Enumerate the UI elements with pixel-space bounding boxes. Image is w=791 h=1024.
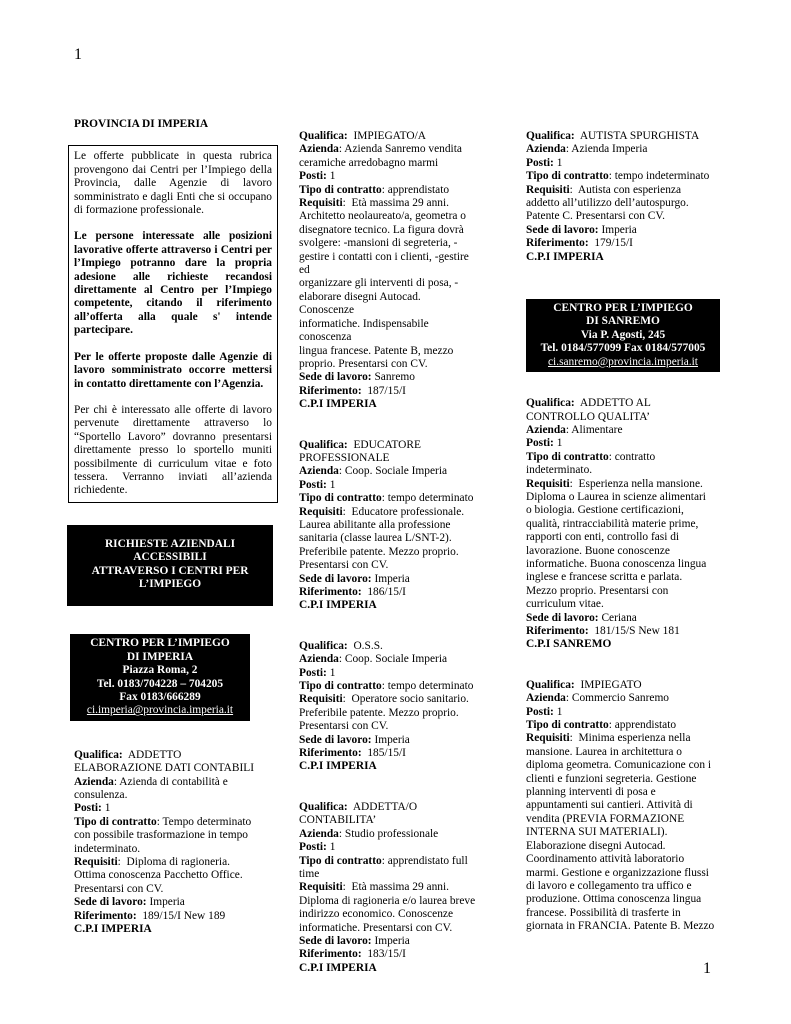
qualifica-label: Qualifica: xyxy=(299,438,348,451)
azienda-label: Azienda xyxy=(299,143,339,156)
posti-line xyxy=(299,479,477,492)
requisiti-value: Presentarsi con CV. xyxy=(299,559,389,572)
requisiti-value: vendita (PREVIA FORMAZIONE xyxy=(526,812,685,825)
contratto-label: Tipo di contratto xyxy=(526,170,609,183)
contratto-value: contratto xyxy=(614,450,656,463)
requisiti-value: disegnatore tecnico. La figura dovrà xyxy=(299,223,464,236)
riferimento-label: Riferimento: xyxy=(299,747,362,760)
contratto-label: Tipo di contratto xyxy=(299,183,382,196)
qualifica-value: IMPIEGATO xyxy=(580,678,642,691)
cpi-label: C.P.I IMPERIA xyxy=(526,250,604,263)
requisiti-label: Requisiti xyxy=(299,197,343,210)
qualifica-line xyxy=(526,397,720,410)
posti-value: 1 xyxy=(329,170,336,183)
contratto-value: tempo determinato xyxy=(387,680,474,693)
contratto-line: Tipo di contratto: apprendistato full xyxy=(299,854,468,867)
qualifica-value: EDUCATORE xyxy=(353,438,421,451)
requisiti-line: Requisiti: Età massima 29 anni. xyxy=(299,197,449,210)
requisiti-value: Esperienza nella mansione. xyxy=(578,477,703,490)
qualifica-label: Qualifica: xyxy=(526,130,575,142)
requisiti-value: Elaborazione disegni Autocad. xyxy=(526,839,666,852)
requisiti-label: Requisiti xyxy=(526,183,570,196)
requisiti-value: Laurea abilitante alla professione xyxy=(299,518,451,531)
azienda-value: Alimentare xyxy=(571,423,623,436)
qualifica-line xyxy=(299,130,477,143)
contratto-value: apprendistato full xyxy=(387,854,468,867)
sede-label: Sede di lavoro: xyxy=(299,733,372,746)
azienda-value: Coop. Sociale Imperia xyxy=(344,465,448,478)
azienda-label: Azienda xyxy=(299,653,339,666)
requisiti-value: Diploma di ragioneria e/o laurea breve xyxy=(299,894,476,907)
riferimento-label: Riferimento: xyxy=(526,625,589,637)
sede-label: Sede di lavoro: xyxy=(74,896,147,909)
requisiti-value: Operatore socio sanitario. xyxy=(351,693,469,706)
cpi-label: C.P.I IMPERIA xyxy=(299,760,377,773)
sede-label: Sede di lavoro: xyxy=(299,371,372,384)
qualifica-value: O.S.S. xyxy=(353,639,383,652)
contratto-label: Tipo di contratto xyxy=(299,680,382,693)
requisiti-value: proprio. Presentarsi con CV. xyxy=(299,357,428,370)
qualifica-label: Qualifica: xyxy=(299,130,348,142)
azienda-value: Azienda Imperia xyxy=(571,143,648,156)
contratto-value: indeterminato. xyxy=(526,464,593,477)
requisiti-value: indirizzo economico. Conoscenze xyxy=(299,908,454,921)
posti-label: Posti: xyxy=(74,802,102,815)
posti-value: 1 xyxy=(556,705,563,718)
requisiti-value: o biologia. Gestione certificazioni, xyxy=(526,504,684,517)
requisiti-value: mansione. Laurea in architettura o xyxy=(526,745,682,758)
qualifica-label: Qualifica: xyxy=(74,748,123,761)
contratto-value: indeterminato. xyxy=(74,842,141,855)
posti-line xyxy=(526,437,720,450)
requisiti-value: lavorazione. Buone conoscenze xyxy=(526,544,670,557)
requisiti-value: Età massima 29 anni. xyxy=(351,881,449,894)
requisiti-value: diploma geometra. Comunicazione con i xyxy=(526,759,712,772)
sede-value: Imperia xyxy=(149,896,185,909)
requisiti-value: Ottima conoscenza Pacchetto Office. xyxy=(74,869,243,882)
azienda-label: Azienda xyxy=(299,465,339,478)
info-paragraph-1: Le offerte pubblicate in questa rubrica provengono dai Centri per l’Impiego della Provincia, dalle Agenzie di lavoro somministrato e dagli Enti che si occupano di formazione professionale. xyxy=(74,150,272,217)
requisiti-value: informatiche. Presentarsi con CV. xyxy=(299,921,453,934)
sede-line xyxy=(299,935,477,948)
qualifica-line xyxy=(526,130,720,143)
riferimento-line xyxy=(299,747,477,760)
qualifica-value: ADDETTO xyxy=(127,748,182,761)
cpi-label: C.P.I IMPERIA xyxy=(74,923,152,936)
sede-line xyxy=(74,896,272,909)
qualifica-value: PROFESSIONALE xyxy=(299,451,390,464)
requisiti-value: francese. Possibilità di trasferte in xyxy=(526,906,681,919)
posti-line xyxy=(299,667,477,680)
azienda-value: Studio professionale xyxy=(344,827,439,840)
azienda-label: Azienda xyxy=(526,423,566,436)
riferimento-label: Riferimento: xyxy=(74,909,137,922)
sede-value: Sanremo xyxy=(374,371,415,384)
requisiti-value: informatiche. Buona conoscenza lingua xyxy=(526,557,707,570)
offer xyxy=(299,130,477,412)
riferimento-label: Riferimento: xyxy=(299,948,362,961)
azienda-value: Coop. Sociale Imperia xyxy=(344,653,448,666)
posti-label: Posti: xyxy=(299,478,327,491)
contratto-line: Tipo di contratto: Tempo determinato xyxy=(74,815,252,828)
contratto-value: apprendistato xyxy=(387,183,450,196)
requisiti-value: Mezzo proprio. Presentarsi con xyxy=(526,584,669,597)
riferimento-label: Riferimento: xyxy=(299,384,362,397)
sede-value: Imperia xyxy=(374,934,410,947)
sede-label: Sede di lavoro: xyxy=(299,572,372,585)
center-imperia-box: CENTRO PER L’IMPIEGO DI IMPERIA Piazza Roma, 2 Tel. 0183/704228 – 704205 Fax 0183/666289 ci.imperia@provincia.imperia.it xyxy=(70,634,250,720)
qualifica-line xyxy=(299,640,477,653)
sede-label: Sede di lavoro: xyxy=(526,611,599,624)
requisiti-value: Coordinamento attività laboratorio xyxy=(526,853,685,866)
sede-label: Sede di lavoro: xyxy=(299,934,372,947)
posti-value: 1 xyxy=(556,437,563,450)
requisiti-value: organizzare gli interventi di posa, - xyxy=(299,277,459,290)
azienda-line: Azienda: Commercio Sanremo xyxy=(526,692,670,705)
contratto-label: Tipo di contratto xyxy=(299,854,382,867)
requisiti-value: Minima esperienza nella xyxy=(578,732,691,745)
province-title: PROVINCIA DI IMPERIA xyxy=(74,118,209,130)
requisiti-value: di lavoro e collegamento tra uffico e xyxy=(526,879,692,892)
azienda-line: Azienda: Azienda Imperia xyxy=(526,143,648,156)
requisiti-value: giornata in FRANCIA. Patente B. Mezzo xyxy=(526,920,715,933)
page-number-top: 1 xyxy=(74,46,82,63)
contratto-label: Tipo di contratto xyxy=(74,815,157,828)
posti-label: Posti: xyxy=(299,841,327,854)
sede-value: Ceriana xyxy=(601,611,637,624)
azienda-value: Azienda Sanremo vendita xyxy=(344,143,462,156)
azienda-value: ceramiche arredobagno marmi xyxy=(299,156,439,169)
posti-value: 1 xyxy=(104,802,111,815)
offer xyxy=(299,801,477,975)
requisiti-value: inglese e francese scritta e parlata. xyxy=(526,571,683,584)
qualifica-label: Qualifica: xyxy=(299,639,348,652)
requisiti-value: curriculum vitae. xyxy=(526,598,604,611)
riferimento-label: Riferimento: xyxy=(299,586,362,598)
requisiti-line: Requisiti: Educatore professionale. xyxy=(299,505,465,518)
qualifica-value: ELABORAZIONE DATI CONTABILI xyxy=(74,762,255,775)
info-paragraph-3: Per le offerte proposte dalle Agenzie di lavoro somministrato occorre mettersi in contatto direttamente con l’Agenzia. xyxy=(74,350,272,390)
requisiti-value: Architetto neolaureato/a, geometra o xyxy=(299,210,466,223)
riferimento-value: 185/15/I xyxy=(367,747,406,760)
posti-line xyxy=(74,802,272,815)
azienda-label: Azienda xyxy=(74,775,114,788)
cpi-label: C.P.I IMPERIA xyxy=(299,599,377,612)
center-sanremo-box: CENTRO PER L’IMPIEGO DI SANREMO Via P. Agosti, 245 Tel. 0184/577099 Fax 0184/577005 ci.sanremo@provincia.imperia.it xyxy=(526,299,720,372)
sede-line xyxy=(299,573,477,586)
qualifica-label: Qualifica: xyxy=(526,678,575,691)
qualifica-line xyxy=(526,679,720,692)
posti-line xyxy=(299,170,477,183)
contratto-value: tempo indeterminato xyxy=(614,170,710,183)
requisiti-label: Requisiti xyxy=(299,693,343,706)
sede-line xyxy=(299,734,477,747)
riferimento-value: 183/15/I xyxy=(367,948,406,961)
requisiti-line: Requisiti: Diploma di ragioneria. xyxy=(74,856,230,869)
contratto-label: Tipo di contratto xyxy=(526,450,609,463)
contratto-label: Tipo di contratto xyxy=(299,492,382,505)
email-link-sanremo[interactable]: ci.sanremo@provincia.imperia.it xyxy=(548,355,698,368)
cpi-label: C.P.I SANREMO xyxy=(526,638,612,651)
riferimento-value: 181/15/S New 181 xyxy=(594,625,680,637)
azienda-value: Azienda di contabilità e xyxy=(119,775,228,788)
qualifica-value: ADDETTA/O xyxy=(352,800,418,813)
requisiti-line: Requisiti: Operatore socio sanitario. xyxy=(299,693,469,706)
requisiti-value: clienti e funzioni segreteria. Gestione xyxy=(526,772,697,785)
requisiti-value: informatiche. Indispensabile conoscenza xyxy=(299,317,429,344)
azienda-label: Azienda xyxy=(526,692,566,705)
qualifica-label: Qualifica: xyxy=(299,800,348,813)
qualifica-value: AUTISTA SPURGHISTA xyxy=(579,130,700,142)
contratto-line: Tipo di contratto: apprendistato xyxy=(299,183,450,196)
azienda-label: Azienda xyxy=(299,827,339,840)
contratto-label: Tipo di contratto xyxy=(526,719,609,732)
qualifica-value: CONTABILITA’ xyxy=(299,814,377,827)
qualifica-line xyxy=(74,749,272,762)
contratto-line: Tipo di contratto: tempo determinato xyxy=(299,492,474,505)
azienda-line: Azienda: Alimentare xyxy=(526,423,623,436)
requisiti-value: Patente C. Presentarsi con CV. xyxy=(526,210,665,223)
column-3 xyxy=(526,130,720,934)
sede-value: Imperia xyxy=(601,223,637,236)
qualifica-label: Qualifica: xyxy=(526,397,575,410)
requisiti-value: Presentarsi con CV. xyxy=(74,882,164,895)
requisiti-value: appuntamenti sui cantieri. Attività di xyxy=(526,799,693,812)
posti-label: Posti: xyxy=(526,156,554,169)
requisiti-value: Educatore professionale. xyxy=(351,505,465,518)
email-link-imperia[interactable]: ci.imperia@provincia.imperia.it xyxy=(86,704,234,717)
requisiti-label: Requisiti xyxy=(74,856,118,869)
column-1 xyxy=(74,118,272,937)
posti-value: 1 xyxy=(329,666,336,679)
contratto-value: Tempo determinato xyxy=(162,815,252,828)
page-number-bottom: 1 xyxy=(703,960,711,977)
info-box xyxy=(68,145,278,502)
requisiti-value: Diploma di ragioneria. xyxy=(126,856,230,869)
requisiti-value: rapporti con enti, controllo fasi di xyxy=(526,531,680,544)
posti-label: Posti: xyxy=(299,170,327,183)
riferimento-value: 179/15/I xyxy=(594,237,633,250)
contratto-line: Tipo di contratto: tempo indeterminato xyxy=(526,170,710,183)
sede-line xyxy=(526,612,720,625)
requisiti-value: Presentarsi con CV. xyxy=(299,720,389,733)
offer xyxy=(74,749,272,937)
requisiti-value: addetto all’utilizzo dell’autospurgo. xyxy=(526,197,689,210)
riferimento-label: Riferimento: xyxy=(526,237,589,250)
qualifica-value: ADDETTO AL xyxy=(579,397,651,410)
azienda-line: Azienda: Azienda Sanremo vendita xyxy=(299,143,462,156)
posti-value: 1 xyxy=(329,478,336,491)
qualifica-value: CONTROLLO QUALITA’ xyxy=(526,410,651,423)
azienda-label: Azienda xyxy=(526,143,566,156)
contratto-line: Tipo di contratto: apprendistato xyxy=(526,719,677,732)
riferimento-line xyxy=(299,586,477,599)
cpi-label: C.P.I IMPERIA xyxy=(299,398,377,411)
contratto-line: Tipo di contratto: contratto xyxy=(526,450,656,463)
requisiti-value: Età massima 29 anni. xyxy=(351,197,449,210)
riferimento-line xyxy=(526,237,720,250)
requisiti-value: svolgere: -mansioni di segreteria, - xyxy=(299,237,458,250)
azienda-value: consulenza. xyxy=(74,789,128,802)
contratto-line: Tipo di contratto: tempo determinato xyxy=(299,680,474,693)
offer xyxy=(526,130,720,264)
requisiti-value: Autista con esperienza xyxy=(577,183,682,196)
azienda-value: Commercio Sanremo xyxy=(571,692,670,705)
requisiti-value: produzione. Ottima conoscenza lingua xyxy=(526,893,702,906)
requisiti-label: Requisiti xyxy=(526,732,570,745)
requisiti-value: Preferibile patente. Mezzo proprio. xyxy=(299,545,459,558)
requisiti-value: qualità, rintracciabilità materie prime, xyxy=(526,517,699,530)
requisiti-value: Preferibile patente. Mezzo proprio. xyxy=(299,706,459,719)
contratto-value: time xyxy=(299,867,320,880)
requisiti-label: Requisiti xyxy=(526,477,570,490)
offer xyxy=(526,679,720,934)
posti-value: 1 xyxy=(329,841,336,854)
posti-line xyxy=(526,706,720,719)
column-2 xyxy=(299,130,477,975)
sede-value: Imperia xyxy=(374,572,410,585)
azienda-line: Azienda: Coop. Sociale Imperia xyxy=(299,653,448,666)
posti-line xyxy=(526,157,720,170)
posti-label: Posti: xyxy=(299,666,327,679)
posti-label: Posti: xyxy=(526,705,554,718)
requisiti-value: lingua francese. Patente B, mezzo xyxy=(299,344,454,357)
qualifica-value: IMPIEGATO/A xyxy=(353,130,427,142)
requisiti-line: Requisiti: Esperienza nella mansione. xyxy=(526,477,703,490)
cpi-label: C.P.I IMPERIA xyxy=(299,961,377,974)
riferimento-line xyxy=(299,385,477,398)
offer xyxy=(299,439,477,613)
requisiti-value: INTERNA SUI MATERIALI). xyxy=(526,826,668,839)
requisiti-value: sanitaria (classe laurea L/SNT-2). xyxy=(299,532,452,545)
posti-label: Posti: xyxy=(526,437,554,450)
riferimento-value: 189/15/I New 189 xyxy=(142,909,226,922)
riferimento-value: 186/15/I xyxy=(367,586,406,598)
posti-value: 1 xyxy=(556,156,563,169)
contratto-value: con possibile trasformazione in tempo xyxy=(74,829,248,842)
requisiti-value: marmi. Gestione e organizzazione flussi xyxy=(526,866,709,879)
requisiti-value: gestire i contatti con i clienti, -gestire ed xyxy=(299,250,469,277)
requests-banner: RICHIESTE AZIENDALI ACCESSIBILI ATTRAVERSO I CENTRI PER L’IMPIEGO xyxy=(67,525,273,607)
requisiti-line: Requisiti: Età massima 29 anni. xyxy=(299,881,449,894)
qualifica-line xyxy=(299,801,477,814)
requisiti-line: Requisiti: Autista con esperienza xyxy=(526,183,682,196)
contratto-value: tempo determinato xyxy=(387,492,474,505)
qualifica-line xyxy=(299,439,477,452)
sede-line xyxy=(299,371,477,384)
riferimento-line xyxy=(526,625,720,638)
contratto-value: apprendistato xyxy=(614,719,677,732)
requisiti-value: planning interventi di posa e xyxy=(526,786,656,799)
riferimento-line xyxy=(74,910,272,923)
info-paragraph-2: Le persone interessate alle posizioni lavorative offerte attraverso i Centri per l’Impiego potranno dare la propria adesione alle richieste recandosi direttamente al Centro per l’Impiego competente, citando il riferimento all’offerta alla quale s' intende partecipare. xyxy=(74,230,272,337)
azienda-line: Azienda: Azienda di contabilità e xyxy=(74,775,228,788)
requisiti-value: elaborare disegni Autocad. Conoscenze xyxy=(299,290,421,317)
offer xyxy=(299,640,477,774)
sede-label: Sede di lavoro: xyxy=(526,223,599,236)
requisiti-line: Requisiti: Minima esperienza nella xyxy=(526,732,691,745)
azienda-line: Azienda: Studio professionale xyxy=(299,827,439,840)
offer xyxy=(526,397,720,652)
sede-line xyxy=(526,224,720,237)
requisiti-label: Requisiti xyxy=(299,505,343,518)
posti-line xyxy=(299,841,477,854)
azienda-line: Azienda: Coop. Sociale Imperia xyxy=(299,465,448,478)
sede-value: Imperia xyxy=(374,733,410,746)
info-paragraph-4: Per chi è interessato alle offerte di lavoro pervenute direttamente attraverso lo “Sportello Lavoro” dovranno presentarsi direttamente presso lo sportello muniti possibilmente di curriculum vitae e foto tessera. Verranno inviati all’azienda richiedente. xyxy=(74,403,272,497)
riferimento-value: 187/15/I xyxy=(367,384,406,397)
requisiti-label: Requisiti xyxy=(299,881,343,894)
requisiti-value: Diploma o Laurea in scienze alimentari xyxy=(526,490,706,503)
riferimento-line xyxy=(299,948,477,961)
